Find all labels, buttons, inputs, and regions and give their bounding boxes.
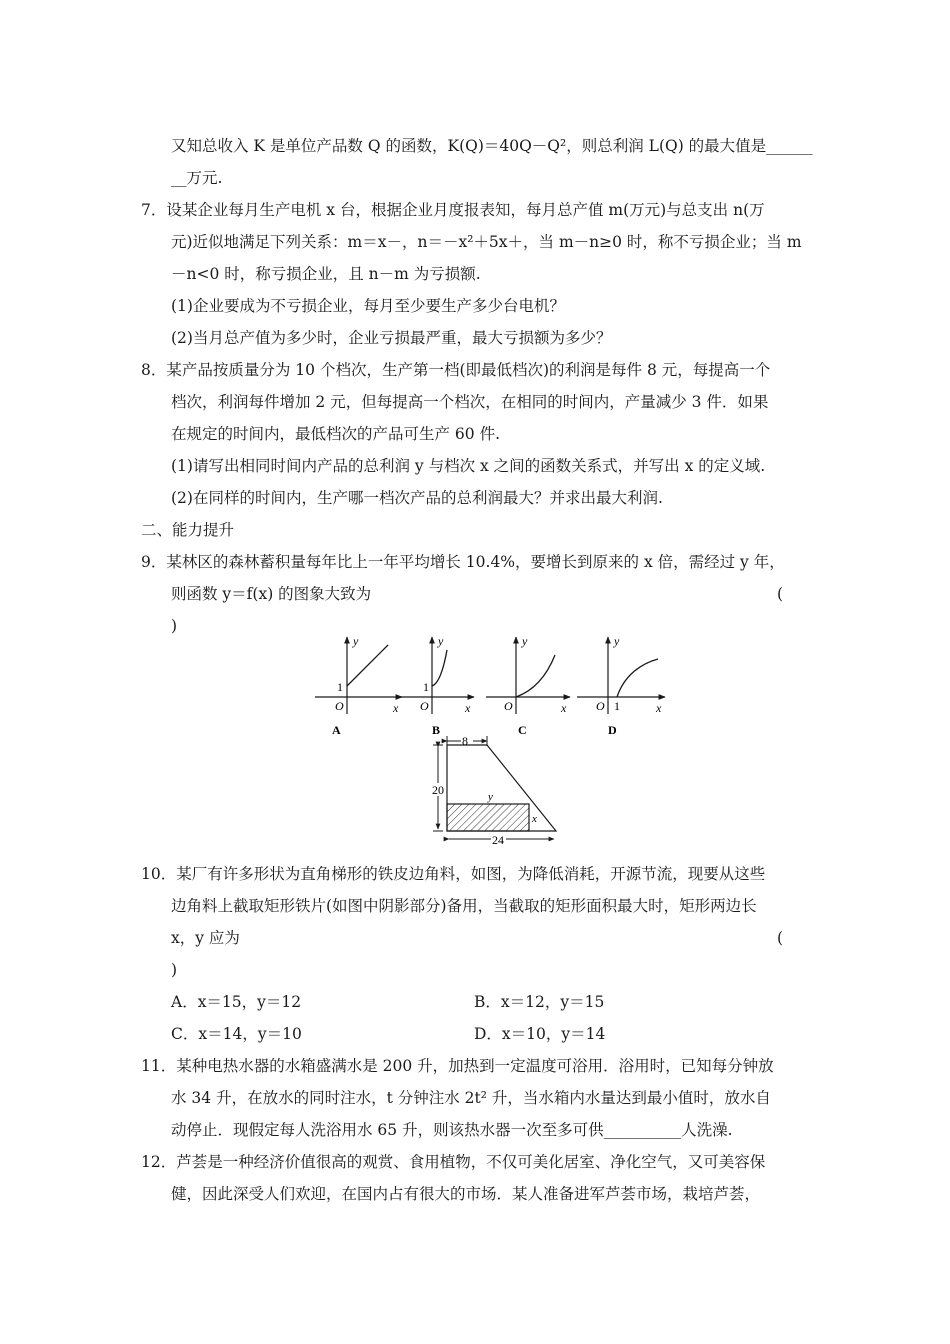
q8-subquestion-1: (1)请写出相同时间内产品的总利润 y 与档次 x 之间的函数关系式，并写出 x 的定义域. <box>171 457 766 475</box>
q10-stem-line-3: x，y 应为 <box>171 929 240 947</box>
q11-stem-line-3: 动停止．现假定每人洗浴用水 65 升，则该热水器一次至多可供__________人洗澡. <box>171 1121 733 1139</box>
trapezoid-top-width-label: 8 <box>462 734 468 748</box>
q12-stem-line-2: 健，因此深受人们欢迎，在国内占有很大的市场．某人准备进军芦荟市场，栽培芦荟， <box>171 1185 761 1203</box>
q12-stem-line-1: 12．芦荟是一种经济价值很高的观赏、食用植物，不仅可美化居室、净化空气，又可美容保 <box>141 1153 766 1171</box>
q9-stem-line-1: 9．某林区的森林蓄积量每年比上一年平均增长 10.4%，要增长到原来的 x 倍，需经过 y 年， <box>141 553 785 571</box>
q9-graph-c <box>486 634 570 737</box>
q8-stem-line-2: 档次，利润每件增加 2 元，但每提高一个档次，在相同的时间内，产量减少 3 件．如果 <box>171 393 769 411</box>
graph-d-y-label: y <box>614 634 620 648</box>
graph-b-one-label: 1 <box>423 680 429 694</box>
graph-d-x-label: x <box>656 701 662 715</box>
q10-option-a: A．x＝15，y＝12 <box>171 993 302 1011</box>
q7-stem-line-2: 元)近似地满足下列关系：m＝x－，n＝－x²＋5x＋，当 m－n≥0 时，称不亏损企业；当 m <box>171 233 802 251</box>
section-heading: 二、能力提升 <box>141 521 235 539</box>
q10-answer-paren-close: ) <box>171 961 178 979</box>
graph-d-label: D <box>608 723 617 737</box>
q6-answer-blank-line: __万元. <box>171 169 223 187</box>
trapezoid-height-label: 20 <box>432 783 444 797</box>
q6-continuation-line: 又知总收入 K 是单位产品数 Q 的函数，K(Q)＝40Q－Q²，则总利润 L(Q) 的最大值是______ <box>171 137 813 155</box>
q11-stem-line-1: 11．某种电热水器的水箱盛满水是 200 升，加热到一定温度可浴用．浴用时，已知每分钟放 <box>141 1057 774 1075</box>
q7-stem-line-3: －n<0 时，称亏损企业，且 n－m 为亏损额. <box>171 265 481 283</box>
q7-subquestion-2: (2)当月总产值为多少时，企业亏损最严重，最大亏损额为多少？ <box>171 329 612 347</box>
graph-a-label: A <box>332 723 341 737</box>
q7-subquestion-1: (1)企业要成为不亏损企业，每月至少要生产多少台电机？ <box>171 297 565 315</box>
graph-b-origin-label: O <box>420 699 429 713</box>
graph-d-one-label: 1 <box>614 699 620 713</box>
rect-x-label: x <box>532 813 537 825</box>
q7-stem-line-1: 7．设某企业每月生产电机 x 台，根据企业月度报表知，每月总产值 m(万元)与总支出 n(万 <box>141 201 765 219</box>
graph-a-one-label: 1 <box>337 680 343 694</box>
q9-graph-a <box>315 634 402 737</box>
rect-y-label: y <box>488 791 493 803</box>
graph-c-label: C <box>518 723 527 737</box>
q9-answer-paren-close: ) <box>171 617 178 635</box>
q8-stem-line-3: 在规定的时间内，最低档次的产品可生产 60 件. <box>171 425 501 443</box>
q9-answer-paren-open: ( <box>777 585 784 603</box>
q10-stem-line-1: 10．某厂有许多形状为直角梯形的铁皮边角料，如图，为降低消耗，开源节流，现要从这些 <box>141 865 766 883</box>
graph-c-x-label: x <box>561 701 567 715</box>
graph-d-origin-label: O <box>596 699 605 713</box>
q10-option-d: D．x＝10，y＝14 <box>474 1025 606 1043</box>
graph-c-origin-label: O <box>504 699 513 713</box>
q10-stem-line-2: 边角料上截取矩形铁片(如图中阴影部分)备用，当截取的矩形面积最大时，矩形两边长 <box>171 897 757 915</box>
graph-c-y-label: y <box>522 634 528 648</box>
q10-trapezoid-figure <box>431 734 556 847</box>
q8-stem-line-1: 8．某产品按质量分为 10 个档次，生产第一档(即最低档次)的利润是每件 8 元，每提高一个 <box>141 361 771 379</box>
q9-graph-b <box>400 634 474 737</box>
trapezoid-bottom-width-label: 24 <box>492 833 504 847</box>
q9-graph-d <box>577 634 665 737</box>
graph-b-y-label: y <box>438 634 444 648</box>
q11-stem-line-2: 水 34 升，在放水的同时注水，t 分钟注水 2t² 升，当水箱内水量达到最小值时，放水自 <box>171 1089 771 1107</box>
graph-a-origin-label: O <box>335 699 344 713</box>
graph-a-y-label: y <box>353 634 359 648</box>
graph-b-label: B <box>432 723 441 737</box>
q10-answer-paren-open: ( <box>777 929 784 947</box>
graph-b-x-label: x <box>465 701 471 715</box>
q10-option-b: B．x＝12，y＝15 <box>474 993 605 1011</box>
q8-subquestion-2: (2)在同样的时间内，生产哪一档次产品的总利润最大？并求出最大利润. <box>171 489 663 507</box>
q9-stem-line-2: 则函数 y＝f(x) 的图象大致为 <box>171 585 372 603</box>
q10-option-c: C．x＝14，y＝10 <box>171 1025 302 1043</box>
graph-a-x-label: x <box>393 701 399 715</box>
